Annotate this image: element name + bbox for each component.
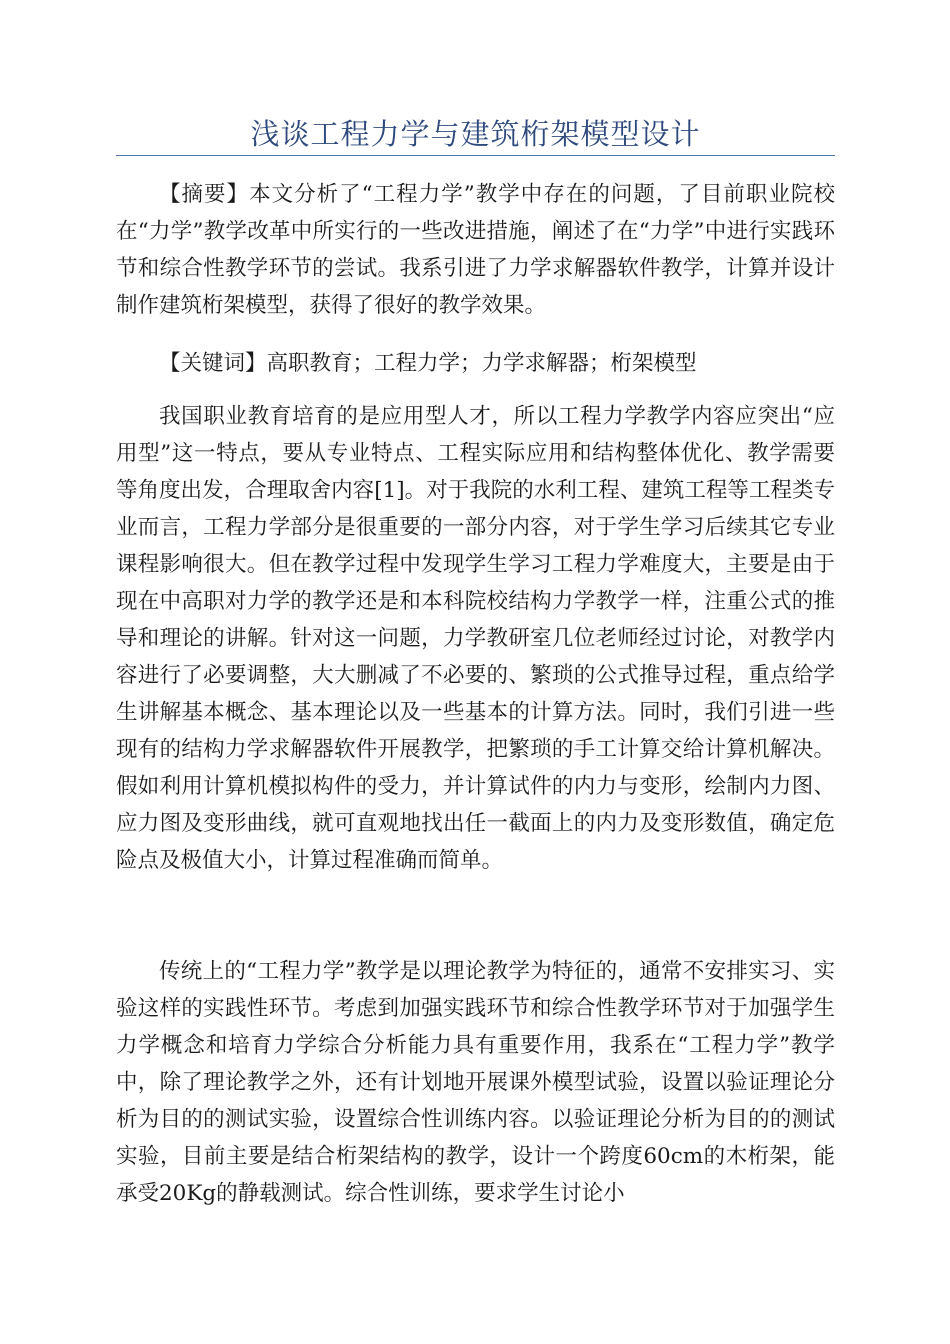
keywords-paragraph: 【关键词】高职教育；工程力学；力学求解器；桁架模型 [159,351,697,376]
body-paragraph-1: 我国职业教育培育的是应用型人才，所以工程力学教学内容应突出“应用型”这一特点，要从专业特点、工程实际应用和结构整体优化、教学需要等角度出发，合理取舍内容[1]。对于我院的水利工程、建筑工程等工程类专业而言，工程力学部分是很重要的一部分内容，对于学生学习后续其它专业课程影响很大。但在教学过程中发现学生学习工程力学难度大，主要是由于现在中高职对力学的教学还是和本科院校结构力学教学一样，注重公式的推导和理论的讲解。针对这一问题，力学教研室几位老师经过讨论，对教学内容进行了必要调整，大大删减了不必要的、繁琐的公式推导过程，重点给学生讲解基本概念、基本理论以及一些基本的计算方法。同时，我们引进一些现有的结构力学求解器软件开展教学，把繁琐的手工计算交给计算机解决。假如利用计算机模拟构件的受力，并计算试件的内力与变形，绘制内力图、应力图及变形曲线，就可直观地找出任一截面上的内力及变形数值，确定危险点及极值大小，计算过程准确而简单。 [116,404,835,873]
body-paragraph-2: 传统上的“工程力学”教学是以理论教学为特征的，通常不安排实习、实验这样的实践性环节。考虑到加强实践环节和综合性教学环节对于加强学生力学概念和培育力学综合分析能力具有重要作用，我系在“工程力学”教学中，除了理论教学之外，还有计划地开展课外模型试验，设置以验证理论分析为目的的测试实验，设置综合性训练内容。以验证理论分析为目的的测试实验，目前主要是结合桁架结构的教学，设计一个跨度60cm的木桁架，能承受20Kg的静载测试。综合性训练，要求学生讨论小 [116,959,835,1206]
document-title: 浅谈工程力学与建筑桁架模型设计 [250,117,701,151]
abstract-paragraph: 【摘要】本文分析了“工程力学”教学中存在的问题，了目前职业院校在“力学”教学改革中所实行的一些改进措施，阐述了在“力学”中进行实践环节和综合性教学环节的尝试。我系引进了力学求解器软件教学，计算并设计制作建筑桁架模型，获得了很好的教学效果。 [116,182,835,318]
title-underline [116,155,835,156]
